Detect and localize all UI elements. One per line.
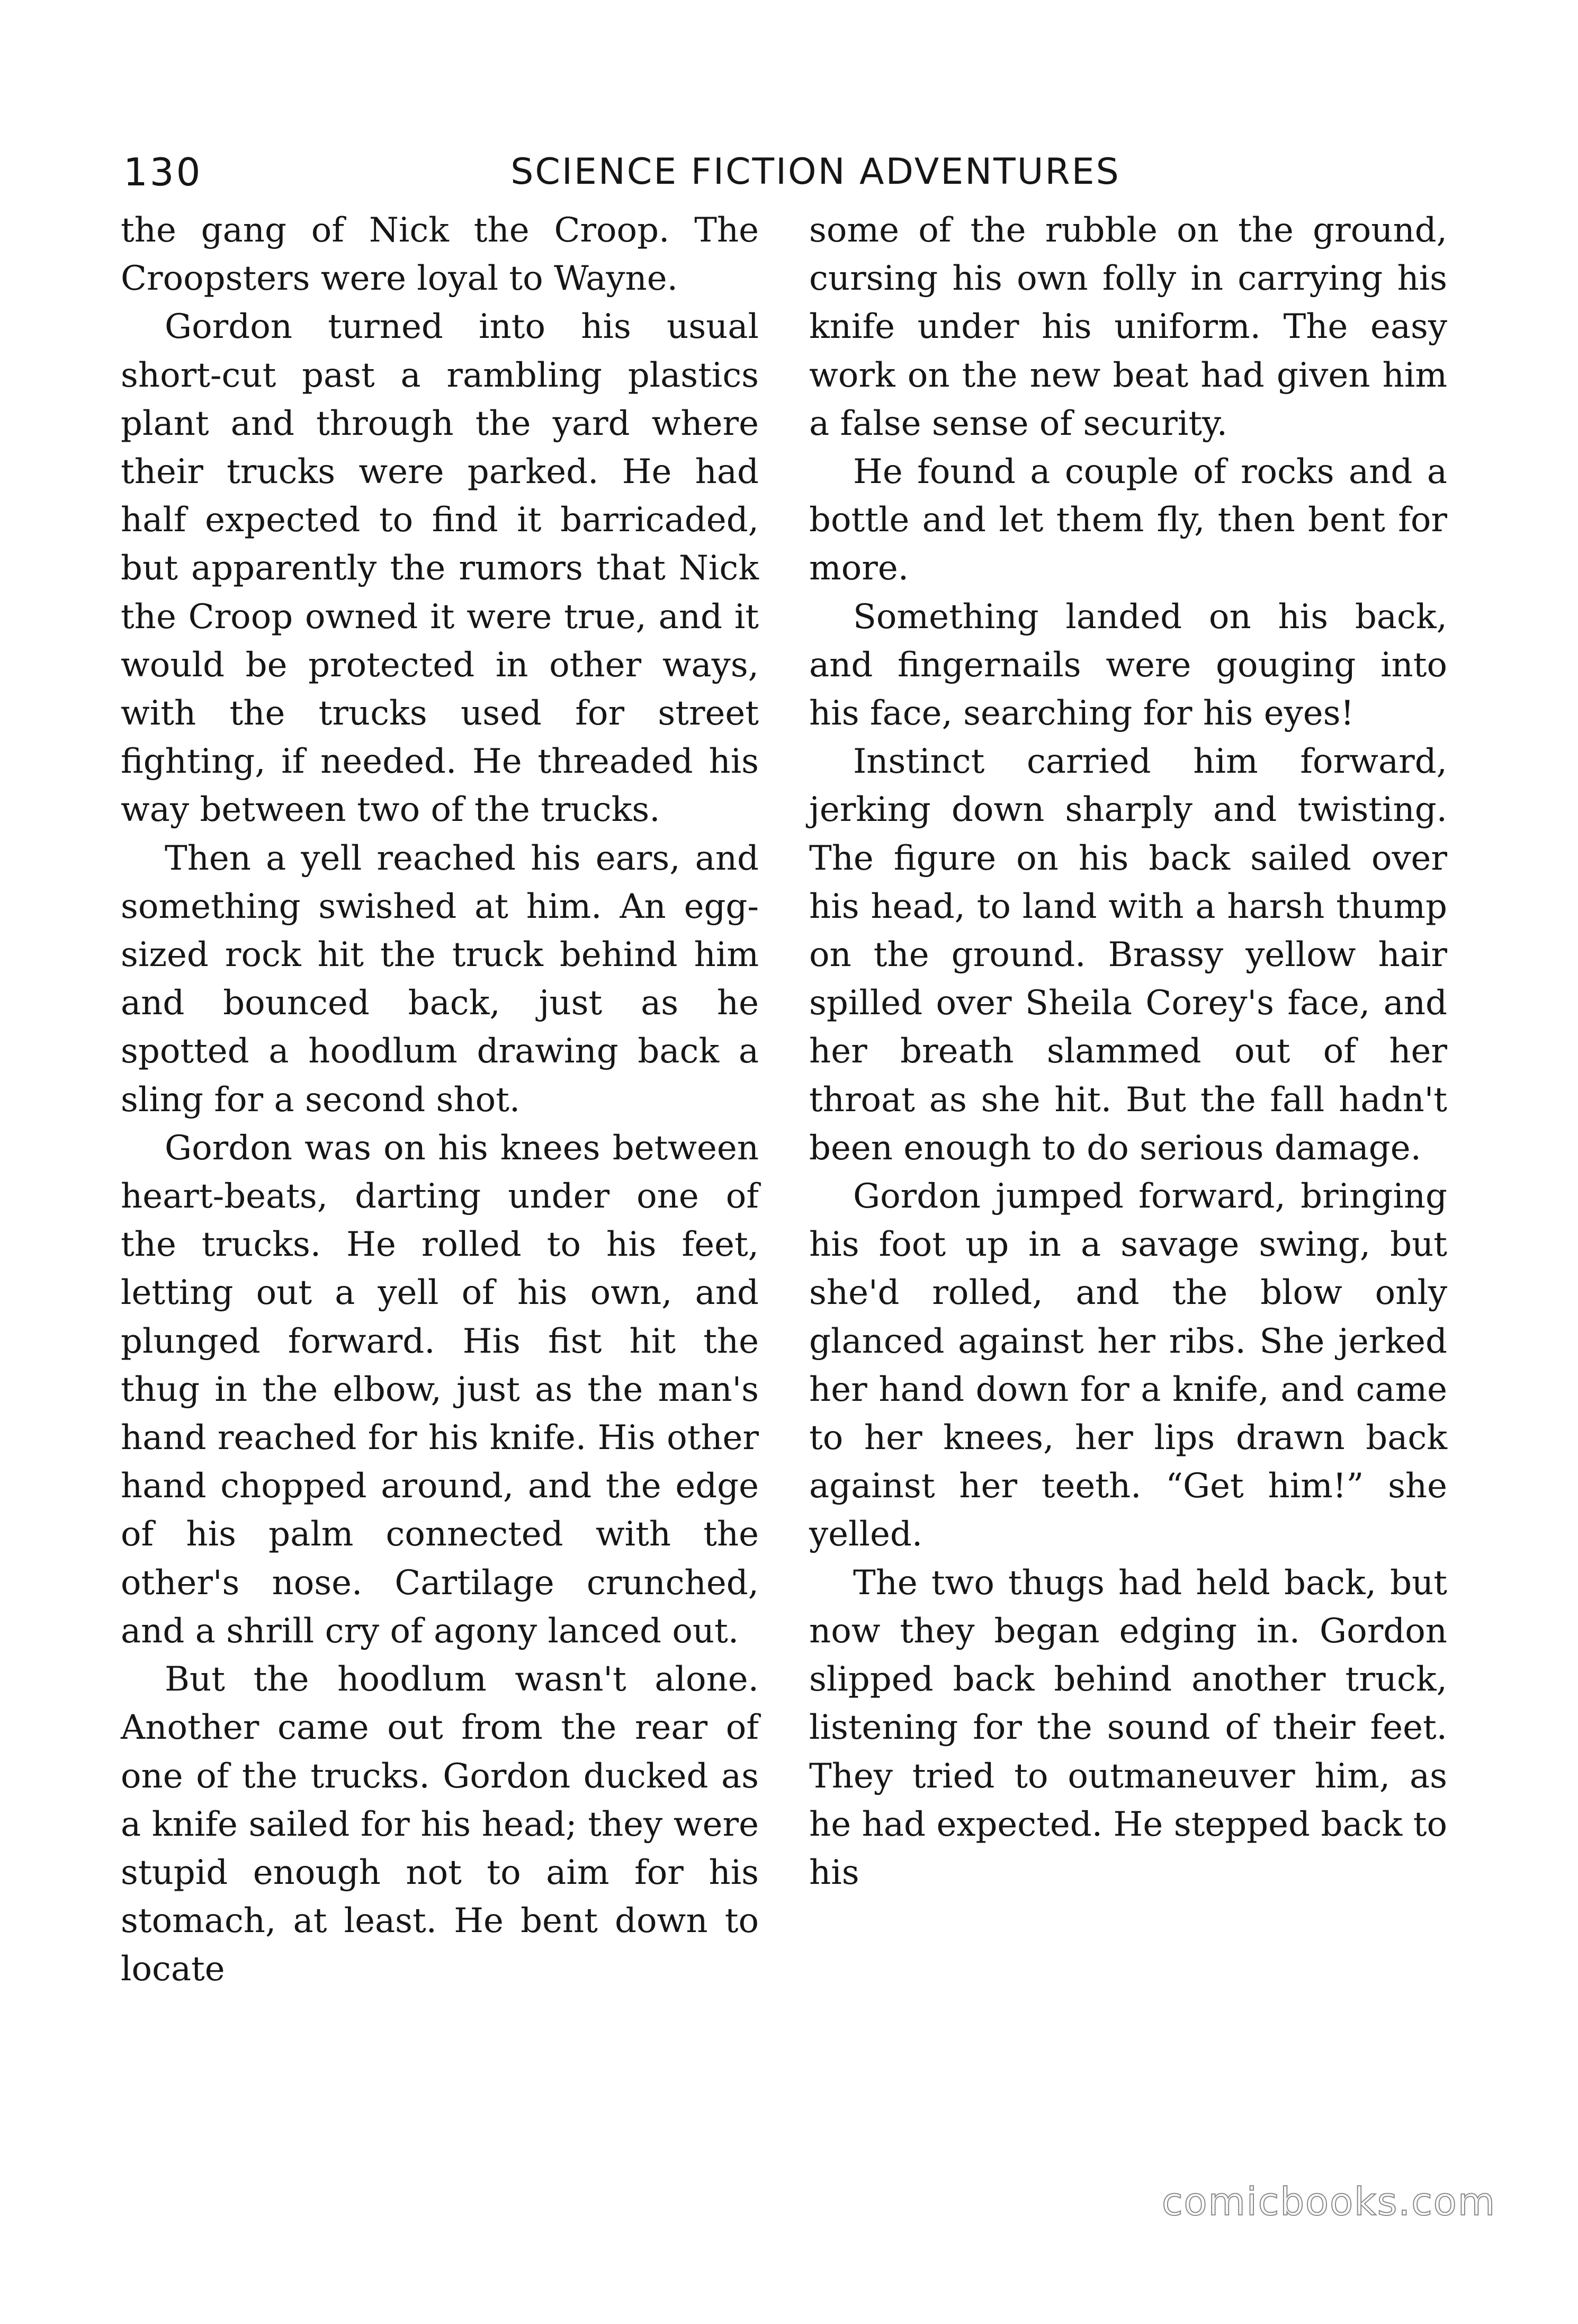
paragraph: But the hoodlum wasn't alone. Another came out from the rear of one of the trucks. Gordon ducked as a knife sailed for his head; they were stupid enough not to aim for his stomach, at least. He bent down to locate: [121, 1660, 759, 1989]
paragraph: Then a yell reached his ears, and something swished at him. An egg-sized rock hit the truck behind him and bounced back, just as he spotted a hoodlum drawing back a sling for a second shot.: [121, 838, 759, 1120]
paragraph: Gordon turned into his usual short-cut past a rambling plastics plant and through the yard where their trucks were parked. He had half expected to find it barricaded, but apparently the rumors that Nick the Croop owned it were true, and it would be protected in other ways, with the trucks used for street fighting, if needed. He threaded his way between two of the trucks.: [121, 307, 759, 830]
running-head: SCIENCE FICTION ADVENTURES: [510, 151, 1120, 193]
paragraph: Gordon jumped forward, bringing his foot up in a savage swing, but she'd rolled, and the blow only glanced against her ribs. She jerked her hand down for a knife, and came to her knees, her lips drawn back against her teeth. “Get him!” she yelled.: [809, 1177, 1447, 1554]
paragraph: Something landed on his back, and fingernails were gouging into his face, searching for his eyes!: [809, 597, 1447, 734]
paragraph: Gordon was on his knees between heart-beats, darting under one of the trucks. He rolled to his feet, letting out a yell of his own, and plunged forward. His fist hit the thug in the elbow, just as the man's hand reached for his knife. His other hand chopped around, and the edge of his palm connected with the other's nose. Cartilage crunched, and a shrill cry of agony lanced out.: [121, 1128, 759, 1651]
right-column: [809, 207, 1447, 1897]
left-column: [121, 207, 759, 1994]
page-number: 130: [123, 150, 203, 194]
paragraph: the gang of Nick the Croop. The Croopsters were loyal to Wayne.: [121, 211, 759, 299]
watermark: comicbooks.com: [1161, 2179, 1496, 2224]
paragraph: some of the rubble on the ground, cursing his own folly in carrying his knife under his uniform. The easy work on the new beat had given him a false sense of security.: [809, 211, 1447, 443]
paragraph: He found a couple of rocks and a bottle and let them fly, then bent for more.: [809, 452, 1447, 588]
page-header: [0, 143, 1578, 201]
paragraph: The two thugs had held back, but now they began edging in. Gordon slipped back behind another truck, listening for the sound of their feet. They tried to outmaneuver him, as he had expected. He stepped back to his: [809, 1563, 1447, 1892]
paragraph: Instinct carried him forward, jerking down sharply and twisting. The figure on his back sailed over his head, to land with a harsh thump on the ground. Brassy yellow hair spilled over Sheila Corey's face, and her breath slammed out of her throat as she hit. But the fall hadn't been enough to do serious damage.: [809, 742, 1447, 1168]
